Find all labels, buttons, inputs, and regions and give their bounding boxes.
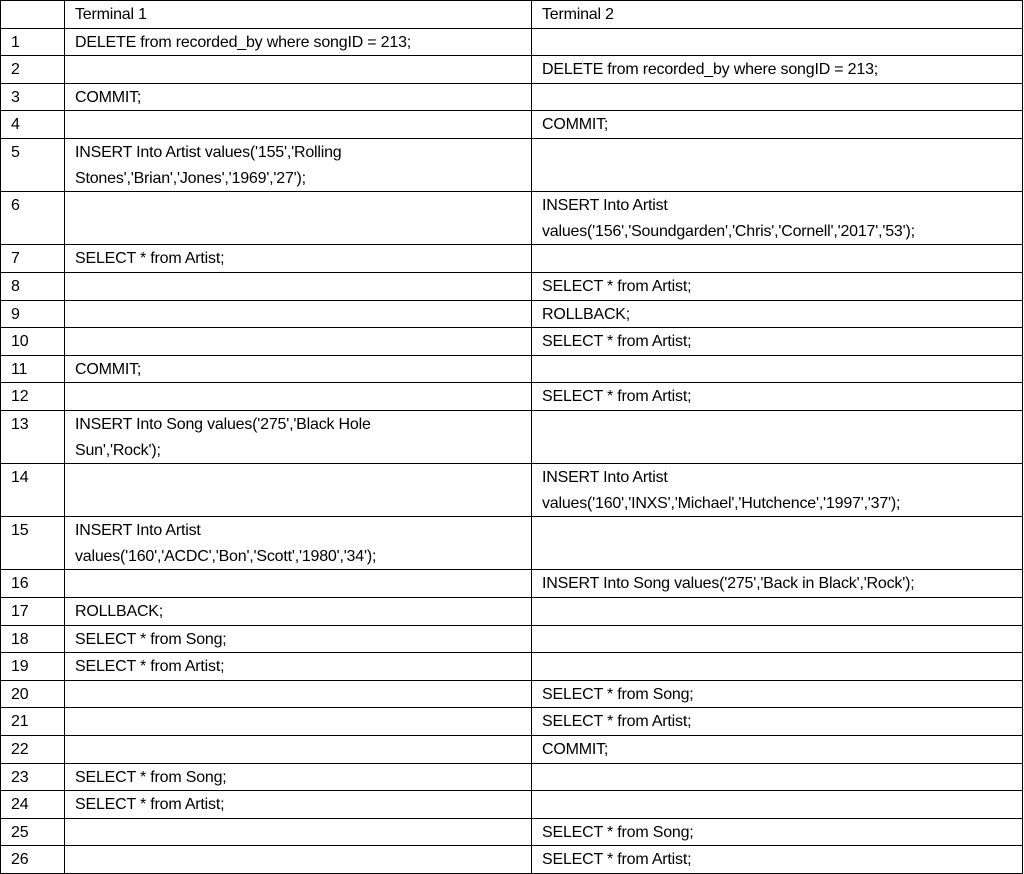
table-row bbox=[1, 680, 1023, 708]
step-cell: 5 bbox=[1, 138, 65, 191]
step-cell: 16 bbox=[1, 570, 65, 598]
table-row bbox=[1, 818, 1023, 846]
terminal-2-cell bbox=[532, 598, 1023, 626]
table-row bbox=[1, 28, 1023, 56]
terminal-1-cell bbox=[65, 192, 532, 245]
header-step bbox=[1, 1, 65, 29]
terminal-1-cell: SELECT * from Artist; bbox=[65, 653, 532, 681]
terminal-2-cell: SELECT * from Artist; bbox=[532, 846, 1023, 874]
terminal-1-cell bbox=[65, 272, 532, 300]
step-cell: 19 bbox=[1, 653, 65, 681]
table-row bbox=[1, 464, 1023, 517]
table-row bbox=[1, 245, 1023, 273]
terminal-1-cell: INSERT Into Artist values('155','Rolling Stones','Brian','Jones','1969','27'); bbox=[65, 138, 532, 191]
table-row bbox=[1, 653, 1023, 681]
terminal-1-cell bbox=[65, 570, 532, 598]
terminal-2-cell: SELECT * from Song; bbox=[532, 680, 1023, 708]
terminal-2-cell: SELECT * from Artist; bbox=[532, 708, 1023, 736]
terminal-1-cell: INSERT Into Song values('275','Black Hole Sun','Rock'); bbox=[65, 410, 532, 463]
table-row bbox=[1, 83, 1023, 111]
terminal-1-cell: COMMIT; bbox=[65, 355, 532, 383]
table-row bbox=[1, 570, 1023, 598]
table-row bbox=[1, 517, 1023, 570]
table-row bbox=[1, 355, 1023, 383]
terminal-1-cell bbox=[65, 846, 532, 874]
terminal-1-cell bbox=[65, 736, 532, 764]
step-cell: 17 bbox=[1, 598, 65, 626]
terminal-1-cell bbox=[65, 708, 532, 736]
step-cell: 21 bbox=[1, 708, 65, 736]
header-terminal-2: Terminal 2 bbox=[532, 1, 1023, 29]
terminal-2-cell: ROLLBACK; bbox=[532, 300, 1023, 328]
terminal-2-cell bbox=[532, 245, 1023, 273]
terminal-1-cell bbox=[65, 300, 532, 328]
table-row bbox=[1, 736, 1023, 764]
table-row bbox=[1, 763, 1023, 791]
step-cell: 8 bbox=[1, 272, 65, 300]
table-row bbox=[1, 625, 1023, 653]
terminal-2-cell: INSERT Into Artist values('160','INXS','Michael','Hutchence','1997','37'); bbox=[532, 464, 1023, 517]
terminal-1-cell bbox=[65, 328, 532, 356]
step-cell: 13 bbox=[1, 410, 65, 463]
step-cell: 2 bbox=[1, 56, 65, 84]
table-row bbox=[1, 111, 1023, 139]
table-row bbox=[1, 846, 1023, 874]
terminal-2-cell: SELECT * from Song; bbox=[532, 818, 1023, 846]
table-row bbox=[1, 328, 1023, 356]
terminal-2-cell: COMMIT; bbox=[532, 111, 1023, 139]
terminal-2-cell: DELETE from recorded_by where songID = 213; bbox=[532, 56, 1023, 84]
step-cell: 25 bbox=[1, 818, 65, 846]
table-row bbox=[1, 708, 1023, 736]
table-row bbox=[1, 192, 1023, 245]
table-row bbox=[1, 383, 1023, 411]
table-row bbox=[1, 300, 1023, 328]
terminal-1-cell: COMMIT; bbox=[65, 83, 532, 111]
terminal-2-cell bbox=[532, 791, 1023, 819]
step-cell: 23 bbox=[1, 763, 65, 791]
terminal-1-cell: DELETE from recorded_by where songID = 213; bbox=[65, 28, 532, 56]
terminal-2-cell: COMMIT; bbox=[532, 736, 1023, 764]
terminal-1-cell bbox=[65, 680, 532, 708]
terminal-2-cell: SELECT * from Artist; bbox=[532, 383, 1023, 411]
table-row bbox=[1, 272, 1023, 300]
header-row bbox=[1, 1, 1023, 29]
terminal-2-cell bbox=[532, 763, 1023, 791]
terminal-2-cell bbox=[532, 83, 1023, 111]
table-row bbox=[1, 791, 1023, 819]
terminal-1-cell: SELECT * from Song; bbox=[65, 625, 532, 653]
step-cell: 6 bbox=[1, 192, 65, 245]
terminal-1-cell: SELECT * from Artist; bbox=[65, 791, 532, 819]
header-terminal-1: Terminal 1 bbox=[65, 1, 532, 29]
terminal-2-cell: INSERT Into Song values('275','Back in Black','Rock'); bbox=[532, 570, 1023, 598]
terminal-1-cell: ROLLBACK; bbox=[65, 598, 532, 626]
terminal-1-cell bbox=[65, 464, 532, 517]
terminal-1-cell: INSERT Into Artist values('160','ACDC','Bon','Scott','1980','34'); bbox=[65, 517, 532, 570]
step-cell: 10 bbox=[1, 328, 65, 356]
terminal-2-cell: SELECT * from Artist; bbox=[532, 328, 1023, 356]
step-cell: 9 bbox=[1, 300, 65, 328]
terminal-2-cell bbox=[532, 625, 1023, 653]
step-cell: 20 bbox=[1, 680, 65, 708]
step-cell: 24 bbox=[1, 791, 65, 819]
step-cell: 12 bbox=[1, 383, 65, 411]
step-cell: 11 bbox=[1, 355, 65, 383]
terminal-2-cell bbox=[532, 653, 1023, 681]
terminal-2-cell: SELECT * from Artist; bbox=[532, 272, 1023, 300]
step-cell: 15 bbox=[1, 517, 65, 570]
terminal-1-cell bbox=[65, 383, 532, 411]
terminal-2-cell bbox=[532, 517, 1023, 570]
step-cell: 7 bbox=[1, 245, 65, 273]
terminal-2-cell bbox=[532, 355, 1023, 383]
terminal-1-cell: SELECT * from Artist; bbox=[65, 245, 532, 273]
step-cell: 22 bbox=[1, 736, 65, 764]
table-row bbox=[1, 598, 1023, 626]
terminal-2-cell bbox=[532, 28, 1023, 56]
table-row bbox=[1, 56, 1023, 84]
step-cell: 14 bbox=[1, 464, 65, 517]
step-cell: 3 bbox=[1, 83, 65, 111]
step-cell: 26 bbox=[1, 846, 65, 874]
table-row bbox=[1, 410, 1023, 463]
step-cell: 4 bbox=[1, 111, 65, 139]
terminal-1-cell bbox=[65, 111, 532, 139]
terminal-1-cell bbox=[65, 56, 532, 84]
step-cell: 18 bbox=[1, 625, 65, 653]
terminal-1-cell: SELECT * from Song; bbox=[65, 763, 532, 791]
table-body bbox=[1, 28, 1023, 873]
terminal-1-cell bbox=[65, 818, 532, 846]
terminal-2-cell bbox=[532, 138, 1023, 191]
terminal-2-cell: INSERT Into Artist values('156','Soundgarden','Chris','Cornell','2017','53'); bbox=[532, 192, 1023, 245]
step-cell: 1 bbox=[1, 28, 65, 56]
terminal-2-cell bbox=[532, 410, 1023, 463]
table-row bbox=[1, 138, 1023, 191]
